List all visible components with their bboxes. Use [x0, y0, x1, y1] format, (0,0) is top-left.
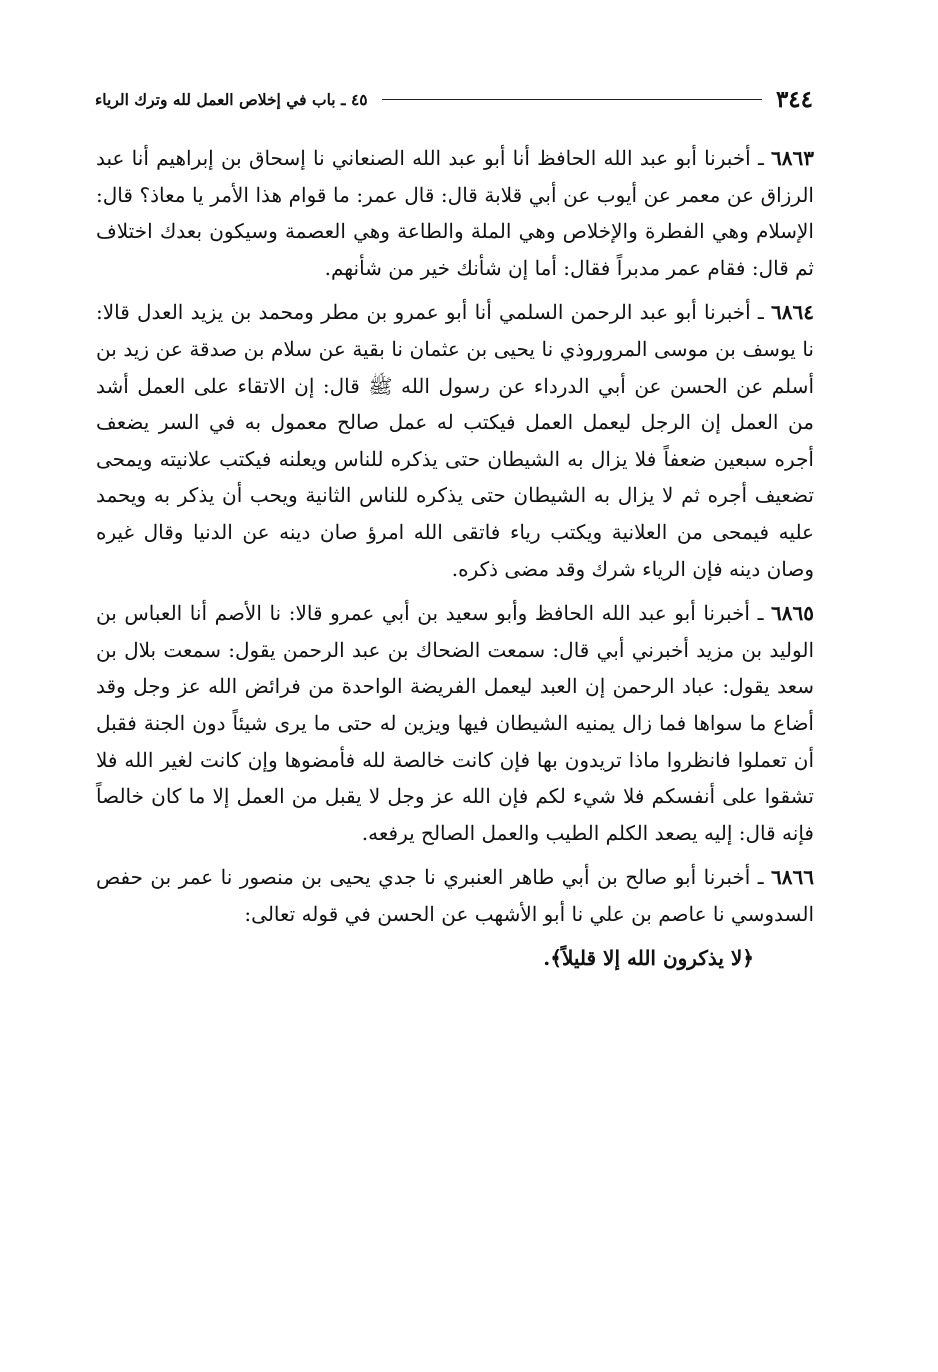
hadith-text: ـ أخبرنا أبو عبد الرحمن السلمي أنا أبو عمرو بن مطر ومحمد بن يزيد العدل قالا: نا يوسف بن موسى المروروذي نا يحيى بن عثمان نا بقية عن سلام بن صدقة عن زيد بن أسلم عن الحسن عن أبي الدرداء عن رسول الله ﷺ قال: إن الاتقاء على العمل أشد من العمل إن الرجل ليعمل العمل فيكتب له عمل صالح معمول به في السر يضعف أجره سبعين ضعفاً فلا يزال به الشيطان حتى يذكره للناس ويعلنه فيكتب علانيته ويمحى تضعيف أجره ثم لا يزال به الشيطان حتى يذكره للناس الثانية ويحب أن يذكر به ويحمد عليه فيمحى من العلانية ويكتب رياء فاتقى الله امرؤ صان دينه عن الدنيا وقال غيره وصان دينه فإن الرياء شرك وقد مضى ذكره. — [96, 300, 814, 581]
header-rule — [382, 99, 762, 100]
hadith-paragraph — [96, 859, 814, 932]
hadith-number: ٦٨٦٥ — [771, 601, 814, 626]
hadith-paragraph — [96, 595, 814, 851]
chapter-title: ٤٥ ـ باب في إخلاص العمل لله وترك الرياء — [95, 89, 368, 109]
hadith-number: ٦٨٦٣ — [771, 146, 814, 170]
hadith-number: ٦٨٦٦ — [771, 865, 814, 890]
hadith-text: ـ أخبرنا أبو صالح بن أبي طاهر العنبري نا جدي يحيى بن منصور نا عمر بن حفص السدوسي نا عاصم بن علي نا أبو الأشهب عن الحسن في قوله تعالى: — [96, 865, 814, 926]
hadith-text: ـ أخبرنا أبو عبد الله الحافظ وأبو سعيد بن أبي عمرو قالا: نا الأصم أنا العباس بن الوليد بن مزيد أخبرني أبي قال: سمعت الضحاك بن عبد الرحمن يقول: سمعت بلال بن سعد يقول: عباد الرحمن إن العبد ليعمل الفريضة الواحدة من فرائض الله عز وجل وقد أضاع ما سواها فما زال يمنيه الشيطان فيها ويزين له حتى ما يرى شيئاً دون الجنة فقبل أن تعملوا فانظروا ماذا تريدون بها فإن كانت خالصة لله فأمضوها وإن كانت لغير الله فلا تشقوا على أنفسكم فلا شيء لكم فإن الله عز وجل لا يقبل من العمل إلا ما كان خالصاً فإنه قال: إليه يصعد الكلم الطيب والعمل الصالح يرفعه. — [96, 601, 814, 845]
hadith-number: ٦٨٦٤ — [771, 300, 814, 325]
body-text — [96, 140, 814, 977]
hadith-paragraph — [96, 294, 814, 587]
hadith-text: ـ أخبرنا أبو عبد الله الحافظ أنا أبو عبد الله الصنعاني نا إسحاق بن إبراهيم أنا عبد الرزاق عن معمر عن أيوب عن أبي قلابة قال: قال عمر: ما قوام هذا الأمر يا معاذ؟ قال: الإسلام وهي الفطرة والإخلاص وهي الملة والطاعة وهي العصمة وسيكون بعدك اختلاف ثم قال: فقام عمر مدبراً فقال: أما إن شأنك خير من شأنهم. — [96, 146, 814, 280]
running-header — [95, 82, 813, 116]
hadith-paragraph — [96, 140, 814, 286]
page-number: ٣٤٤ — [775, 85, 813, 113]
quran-quote: ﴿لا يذكرون الله إلا قليلاً﴾. — [543, 946, 754, 971]
